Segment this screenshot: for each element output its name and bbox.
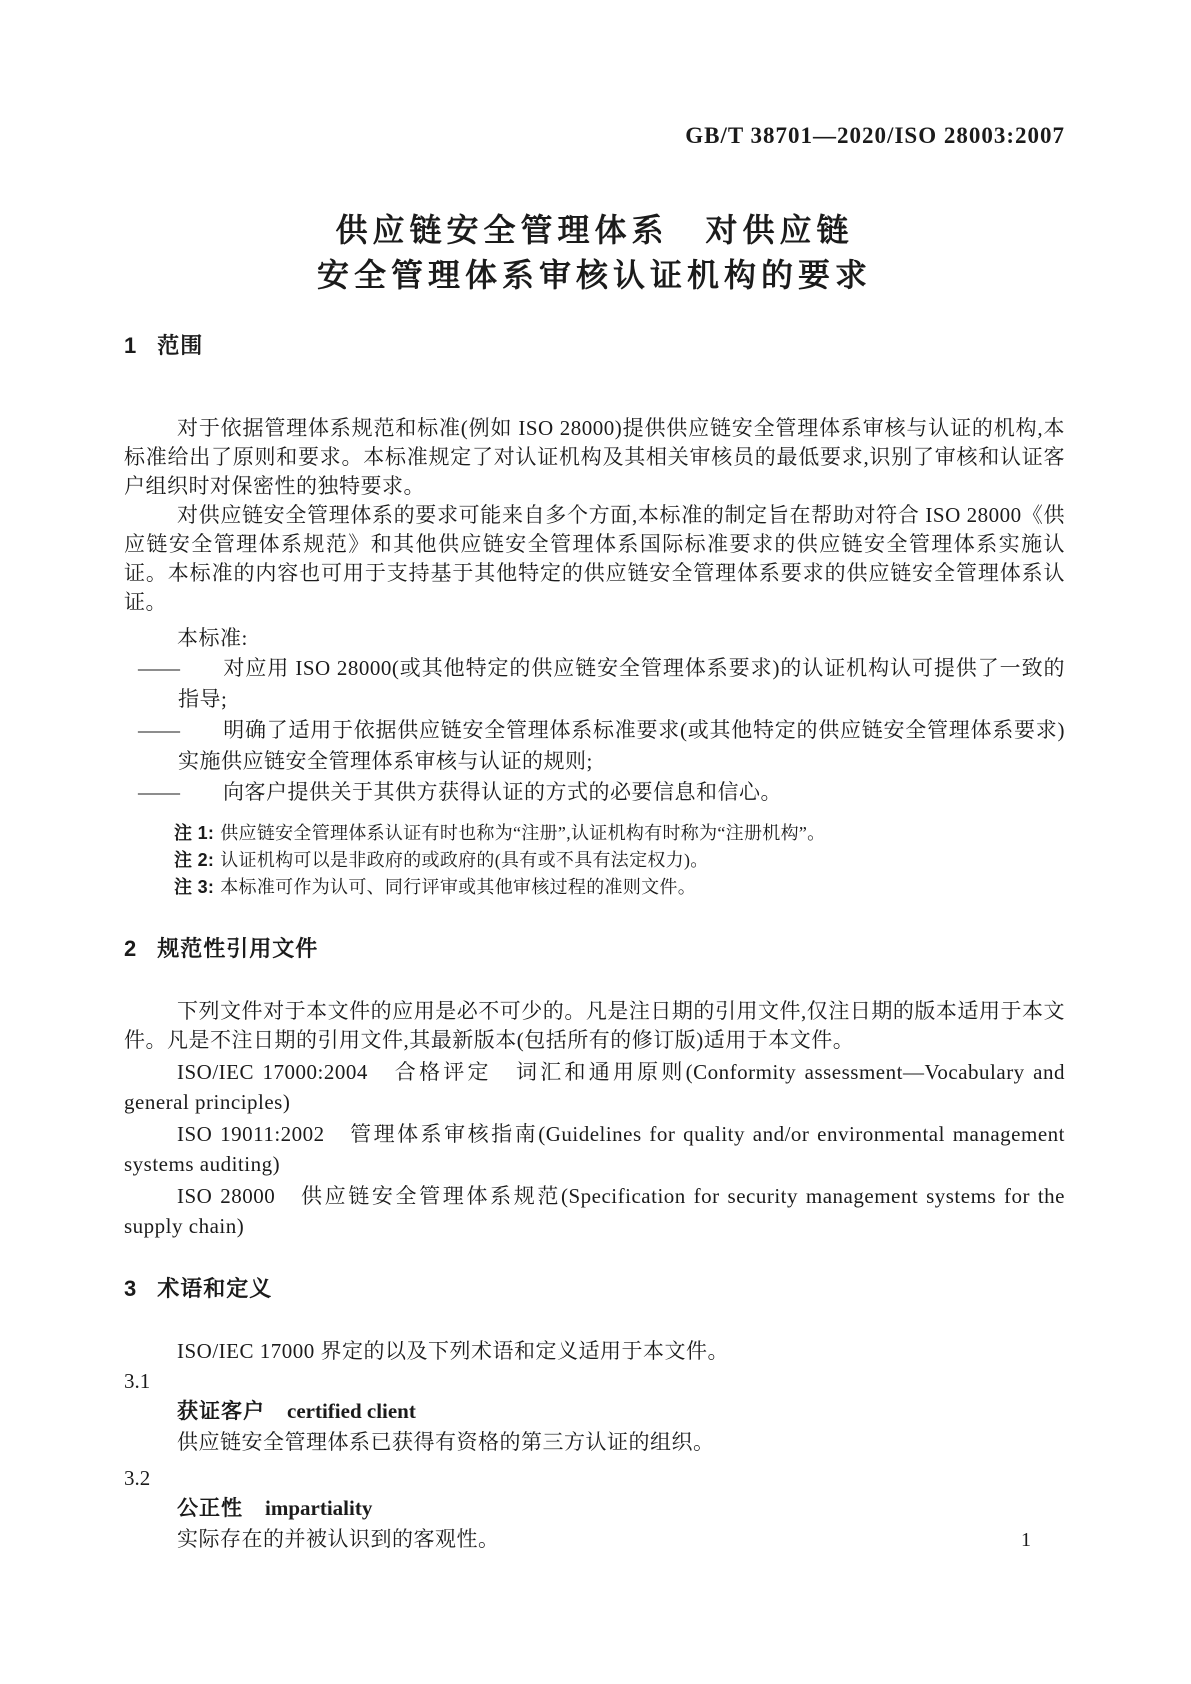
term-definition: 供应链安全管理体系已获得有资格的第三方认证的组织。 [177, 1430, 715, 1454]
term-number: 3.1 [124, 1369, 151, 1393]
dash-marker: —— [138, 656, 180, 680]
term-number: 3.2 [124, 1466, 151, 1490]
note-item [174, 847, 1065, 874]
scope-dash-item [138, 653, 1065, 715]
dash-item-text: 向客户提供关于其供方获得认证的方式的必要信息和信心。 [223, 780, 782, 804]
term-name-line [177, 1493, 1065, 1524]
section-1-number: 1 [124, 333, 138, 358]
document-title-line-2: 安全管理体系审核认证机构的要求 [316, 257, 872, 293]
scope-paragraph-1: 对于依据管理体系规范和标准(例如 ISO 28000)提供供应链安全管理体系审核与认证的机构,本标准给出了原则和要求。本标准规定了对认证机构及其相关审核员的最低要求,识别了审核和认证客户组织时对保密性的独特要求。 [124, 416, 1065, 498]
page-number: 1 [1021, 1529, 1031, 1551]
note-text: 供应链安全管理体系认证有时也称为“注册”,认证机构有时称为“注册机构”。 [220, 823, 826, 843]
term-name-en: impartiality [265, 1496, 373, 1520]
note-item [174, 874, 1065, 901]
header-standard-code: GB/T 38701—2020/ISO 28003:2007 [685, 123, 1065, 148]
note-text: 本标准可作为认可、同行评审或其他审核过程的准则文件。 [220, 877, 697, 897]
term-definition: 实际存在的并被认识到的客观性。 [177, 1527, 500, 1551]
section-2-number: 2 [124, 936, 138, 961]
page-content [124, 0, 1065, 1554]
scope-dash-item [138, 777, 1065, 808]
document-title [124, 208, 1065, 298]
reference-entry: ISO/IEC 17000:2004 合格评定 词汇和通用原则(Conformity assessment—Vocabulary and general principles) [124, 1060, 1065, 1114]
dash-item-text: 对应用 ISO 28000(或其他特定的供应链安全管理体系要求)的认证机构认可提供了一致的指导; [178, 656, 1065, 711]
note-item [174, 820, 1065, 847]
reference-entry: ISO 28000 供应链安全管理体系规范(Specification for security management systems for the supply chain) [124, 1184, 1065, 1238]
section-3-heading [124, 1277, 1065, 1301]
scope-dash-item [138, 715, 1065, 777]
reference-entry: ISO 19011:2002 管理体系审核指南(Guidelines for quality and/or environmental management systems auditing) [124, 1122, 1065, 1176]
scope-notes [124, 820, 1065, 901]
note-label: 注 1: [174, 823, 215, 843]
dash-marker: —— [138, 780, 180, 804]
scope-paragraph-2: 对供应链安全管理体系的要求可能来自多个方面,本标准的制定旨在帮助对符合 ISO 28000《供应链安全管理体系规范》和其他供应链安全管理体系国际标准要求的供应链安全管理体系实施认证。本标准的内容也可用于支持基于其他特定的供应链安全管理体系要求的供应链安全管理体系认证。 [124, 503, 1065, 614]
section-3-number: 3 [124, 1276, 138, 1301]
dash-marker: —— [138, 718, 180, 742]
normative-references-intro: 下列文件对于本文件的应用是必不可少的。凡是注日期的引用文件,仅注日期的版本适用于本文件。凡是不注日期的引用文件,其最新版本(包括所有的修订版)适用于本文件。 [124, 999, 1065, 1052]
note-label: 注 3: [174, 877, 215, 897]
section-3-title: 术语和定义 [157, 1276, 273, 1301]
section-1-title: 范围 [157, 333, 204, 358]
term-name-zh: 公正性 [177, 1497, 243, 1520]
note-label: 注 2: [174, 850, 215, 870]
term-name-zh: 获证客户 [177, 1400, 265, 1423]
term-name-en: certified client [287, 1399, 416, 1423]
term-name-line [177, 1396, 1065, 1427]
terms-intro: ISO/IEC 17000 界定的以及下列术语和定义适用于本文件。 [177, 1339, 729, 1363]
note-text: 认证机构可以是非政府的或政府的(具有或不具有法定权力)。 [220, 850, 709, 870]
scope-lead-in: 本标准: [177, 626, 248, 650]
section-1-heading [124, 334, 1065, 358]
section-2-heading [124, 937, 1065, 961]
document-title-line-1: 供应链安全管理体系 对供应链 [335, 212, 854, 248]
dash-item-text: 明确了适用于依据供应链安全管理体系标准要求(或其他特定的供应链安全管理体系要求)实施供应链安全管理体系审核与认证的规则; [178, 718, 1065, 773]
section-2-title: 规范性引用文件 [157, 936, 319, 961]
